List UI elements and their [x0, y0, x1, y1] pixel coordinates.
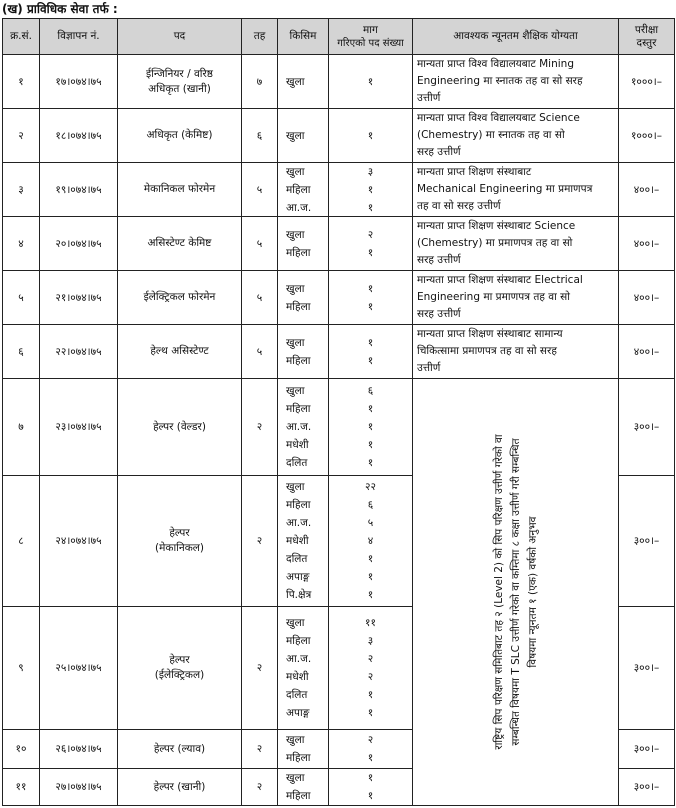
kisim-item: पि.क्षेत्र: [286, 589, 312, 601]
header-qualification: आवश्यक न्यूनतम शैक्षिक योग्यता: [413, 19, 619, 55]
table-row: [3, 325, 675, 379]
header-fee-line1: परीक्षा: [634, 23, 659, 36]
kisim-item: दलित: [286, 689, 308, 701]
demand-count: ५: [367, 517, 374, 529]
table-row: [3, 109, 675, 163]
demand-count: १: [367, 129, 374, 142]
kisim-cell: [278, 109, 329, 163]
sn-cell: ३: [3, 163, 40, 217]
demand-count: ११: [365, 617, 376, 629]
qualification-cell: [413, 325, 619, 379]
kisim-item: खुला: [286, 481, 305, 493]
ad-no-cell: १८।०७४।७५: [40, 109, 118, 163]
helper-qualification-cell: [413, 379, 619, 806]
demand-list: [329, 272, 412, 324]
kisim-list: [278, 272, 328, 324]
sn-cell: १०: [3, 730, 40, 769]
table-row: [3, 217, 675, 271]
demand-cell: [329, 55, 413, 109]
table-row: [3, 379, 675, 476]
header-post: पद: [118, 19, 242, 55]
post-cell: [118, 607, 242, 730]
kisim-item: खुला: [286, 385, 305, 397]
demand-count: ३: [367, 165, 374, 178]
kisim-cell: [278, 325, 329, 379]
demand-cell: [329, 379, 413, 476]
kisim-item: महिला: [286, 300, 311, 313]
demand-count: १: [367, 354, 374, 367]
post-line: हेल्पर (ल्याव): [153, 742, 206, 755]
demand-count: ४: [367, 535, 374, 547]
kisim-item: महिला: [286, 246, 311, 259]
demand-list: [329, 380, 412, 475]
post-cell: [118, 730, 242, 769]
demand-count: २: [367, 653, 374, 665]
kisim-item: मधेशी: [286, 671, 309, 683]
qualification-line: Mechanical Engineering मा प्रमाणपत्र: [417, 183, 593, 195]
ad-no-cell: २७।०७४।७५: [40, 769, 118, 806]
kisim-list: [278, 731, 328, 768]
qualification-line: मान्यता प्राप्त विश्व विद्यालयबाट Science: [417, 112, 580, 124]
fee-cell: ४००।–: [619, 271, 675, 325]
kisim-item: आ.ज.: [286, 201, 312, 214]
header-sn: क्र.सं.: [3, 19, 40, 55]
qualification-line: सरह उत्तीर्ण: [417, 146, 461, 158]
demand-count: ६: [367, 385, 374, 397]
post-cell: [118, 271, 242, 325]
fee-cell: ३००।–: [619, 607, 675, 730]
demand-count: १: [367, 589, 374, 601]
header-demand: [329, 19, 413, 55]
qualification-cell: [413, 55, 619, 109]
kisim-cell: [278, 217, 329, 271]
kisim-item: खुला: [286, 282, 305, 295]
demand-count: १: [367, 421, 374, 433]
demand-list: [329, 164, 412, 216]
post-line: हेल्थ असिस्टेण्ट: [150, 345, 209, 357]
post-line: हेल्पर (वेल्डर): [153, 420, 206, 433]
level-cell: २: [242, 379, 278, 476]
fee-cell: १०००।–: [619, 55, 675, 109]
kisim-list: [278, 477, 328, 606]
demand-count: २: [367, 228, 374, 241]
level-cell: ५: [242, 325, 278, 379]
level-cell: २: [242, 730, 278, 769]
table-row: [3, 163, 675, 217]
qualification-line: मान्यता प्राप्त शिक्षण संस्थाबाट: [417, 166, 532, 178]
qualification-line: उत्तीर्ण: [417, 362, 441, 374]
sn-cell: ६: [3, 325, 40, 379]
vacancy-table: [2, 18, 675, 806]
qualification-line: Engineering मा स्नातक तह वा सो सरह: [417, 75, 583, 87]
kisim-item: महिला: [286, 499, 311, 511]
demand-count: १: [367, 689, 374, 701]
demand-count: २: [367, 734, 374, 746]
demand-count: १: [367, 246, 374, 259]
demand-list: [329, 110, 412, 162]
ad-no-cell: १९।०७४।७५: [40, 163, 118, 217]
demand-cell: [329, 769, 413, 806]
demand-cell: [329, 476, 413, 607]
header-fee: [619, 19, 675, 55]
demand-count: १: [367, 752, 374, 764]
sn-cell: ५: [3, 271, 40, 325]
post-cell: [118, 217, 242, 271]
header-demand-line1: माग: [363, 23, 378, 36]
level-cell: ५: [242, 163, 278, 217]
helper-qualification-line: विषयमा न्यूनतम १ (एक) वर्षको अनुभव: [526, 516, 538, 668]
ad-no-cell: २४।०७४।७५: [40, 476, 118, 607]
kisim-item: महिला: [286, 354, 311, 367]
header-row: [3, 19, 675, 55]
helper-qualification-text: [480, 392, 552, 792]
qualification-line: सरह उत्तीर्ण: [417, 254, 461, 266]
demand-count: १: [367, 707, 374, 719]
kisim-cell: [278, 769, 329, 806]
demand-list: [329, 477, 412, 606]
kisim-list: [278, 608, 328, 729]
post-cell: [118, 769, 242, 806]
kisim-item: महिला: [286, 635, 311, 647]
qualification-line: मान्यता प्राप्त शिक्षण संस्थाबाट Science: [417, 220, 576, 232]
demand-cell: [329, 163, 413, 217]
post-line: मेकानिकल फोरमेन: [143, 183, 216, 195]
demand-cell: [329, 217, 413, 271]
qualification-line: उत्तीर्ण: [417, 92, 441, 104]
level-cell: २: [242, 769, 278, 806]
kisim-cell: [278, 379, 329, 476]
table-row: [3, 55, 675, 109]
kisim-item: खुला: [286, 129, 305, 142]
post-cell: [118, 109, 242, 163]
kisim-cell: [278, 476, 329, 607]
ad-no-cell: २५।०७४।७५: [40, 607, 118, 730]
demand-count: १: [367, 75, 374, 88]
demand-cell: [329, 271, 413, 325]
level-cell: २: [242, 607, 278, 730]
post-cell: [118, 55, 242, 109]
demand-cell: [329, 730, 413, 769]
ad-no-cell: २२।०७४।७५: [40, 325, 118, 379]
kisim-item: मधेशी: [286, 535, 309, 547]
sn-cell: ११: [3, 769, 40, 806]
qualification-line: मान्यता प्राप्त विश्व विद्यालयबाट Mining: [417, 58, 574, 70]
level-cell: ६: [242, 109, 278, 163]
helper-qualification-line: सम्बन्धित विषयमा T SLC उत्तीर्ण गरेको वा कम्तिमा ८ कक्षा उत्तीर्ण गरी सम्बन्धित: [509, 438, 521, 746]
post-line: हेल्पर: [169, 527, 190, 539]
demand-count: १: [367, 790, 374, 802]
post-line: ईलेक्ट्रिकल फोरमेन: [143, 291, 216, 303]
demand-list: [329, 56, 412, 108]
demand-count: २२: [365, 481, 376, 493]
demand-count: १: [367, 403, 374, 415]
kisim-item: आ.ज.: [286, 653, 312, 665]
post-line: असिस्टेण्ट केमिष्ट: [147, 237, 212, 249]
sn-cell: ७: [3, 379, 40, 476]
demand-list: [329, 731, 412, 768]
post-line: (मेकानिकल): [155, 542, 204, 554]
qualification-line: Engineering मा प्रमाणपत्र तह वा सो: [417, 291, 570, 303]
kisim-cell: [278, 607, 329, 730]
post-line: अधिकृत (केमिष्ट): [146, 129, 213, 141]
demand-count: १: [367, 183, 374, 196]
demand-count: ६: [367, 499, 374, 511]
post-line: ईन्जिनियर / वरिष्ठ: [146, 67, 213, 80]
qualification-line: सरह उत्तीर्ण: [417, 308, 461, 320]
post-line: अधिकृत (खानी): [148, 82, 211, 95]
demand-count: १: [367, 439, 374, 451]
level-cell: ५: [242, 217, 278, 271]
demand-count: २: [367, 671, 374, 683]
kisim-item: खुला: [286, 75, 305, 88]
ad-no-cell: २६।०७४।७५: [40, 730, 118, 769]
fee-cell: १०००।–: [619, 109, 675, 163]
kisim-item: आ.ज.: [286, 517, 312, 529]
demand-count: १: [367, 282, 374, 295]
post-cell: [118, 325, 242, 379]
kisim-item: महिला: [286, 403, 311, 415]
header-kisim: किसिम: [278, 19, 329, 55]
demand-count: १: [367, 336, 374, 349]
fee-cell: ४००।–: [619, 163, 675, 217]
qualification-cell: [413, 217, 619, 271]
demand-cell: [329, 325, 413, 379]
section-title: (ख) प्राविधिक सेवा तर्फ :: [2, 2, 118, 16]
fee-cell: ३००।–: [619, 379, 675, 476]
kisim-list: [278, 218, 328, 270]
demand-count: १: [367, 571, 374, 583]
demand-count: १: [367, 772, 374, 784]
helper-qualification-line: राष्ट्रिय सिप परिक्षण समितिबाट तह २ (Level 2) को सिप परिक्षण उत्तीर्ण गरेको वा: [492, 434, 504, 750]
kisim-item: महिला: [286, 183, 311, 196]
kisim-item: आ.ज.: [286, 421, 312, 433]
header-level: तह: [242, 19, 278, 55]
kisim-list: [278, 110, 328, 162]
demand-list: [329, 329, 412, 374]
post-cell: [118, 476, 242, 607]
kisim-list: [278, 329, 328, 374]
post-line: हेल्पर: [169, 654, 190, 666]
sn-cell: १: [3, 55, 40, 109]
kisim-item: महिला: [286, 752, 311, 764]
qualification-cell: [413, 271, 619, 325]
demand-list: [329, 770, 412, 805]
qualification-line: तह वा सो सरह उत्तीर्ण: [417, 200, 501, 212]
sn-cell: ४: [3, 217, 40, 271]
fee-cell: ३००।–: [619, 476, 675, 607]
fee-cell: ३००।–: [619, 730, 675, 769]
kisim-cell: [278, 730, 329, 769]
ad-no-cell: २१।०७४।७५: [40, 271, 118, 325]
qualification-line: मान्यता प्राप्त शिक्षण संस्थाबाट सामान्य: [417, 328, 563, 340]
kisim-item: खुला: [286, 228, 305, 241]
kisim-list: [278, 770, 328, 805]
kisim-cell: [278, 271, 329, 325]
fee-cell: ४००।–: [619, 217, 675, 271]
kisim-item: खुला: [286, 734, 305, 746]
kisim-item: खुला: [286, 165, 305, 178]
header-fee-line2: दस्तुर: [636, 36, 657, 49]
kisim-list: [278, 56, 328, 108]
ad-no-cell: २३।०७४।७५: [40, 379, 118, 476]
sn-cell: ९: [3, 607, 40, 730]
table-row: [3, 271, 675, 325]
kisim-list: [278, 380, 328, 475]
header-ad-no: विज्ञापन नं.: [40, 19, 118, 55]
kisim-item: खुला: [286, 617, 305, 629]
qualification-cell: [413, 109, 619, 163]
kisim-item: अपाङ्ग: [286, 707, 310, 719]
fee-cell: ३००।–: [619, 769, 675, 806]
kisim-item: दलित: [286, 457, 308, 469]
demand-cell: [329, 607, 413, 730]
kisim-item: मधेशी: [286, 439, 309, 451]
demand-cell: [329, 109, 413, 163]
post-cell: [118, 163, 242, 217]
sn-cell: २: [3, 109, 40, 163]
kisim-cell: [278, 55, 329, 109]
kisim-list: [278, 164, 328, 216]
fee-cell: ४००।–: [619, 325, 675, 379]
qualification-cell: [413, 163, 619, 217]
demand-count: ३: [367, 635, 374, 647]
qualification-line: मान्यता प्राप्त शिक्षण संस्थाबाट Electrical: [417, 274, 583, 286]
kisim-item: अपाङ्ग: [286, 571, 310, 583]
header-demand-line2: गरिएको पद संख्या: [337, 37, 404, 49]
demand-count: १: [367, 553, 374, 565]
demand-list: [329, 218, 412, 270]
qualification-line: (Chemestry) मा स्नातक तह वा सो: [417, 129, 565, 141]
kisim-item: खुला: [286, 336, 305, 349]
qualification-line: चिकित्सामा प्रमाणपत्र तह वा सो सरह: [417, 345, 557, 357]
level-cell: ५: [242, 271, 278, 325]
demand-count: १: [367, 457, 374, 469]
sn-cell: ८: [3, 476, 40, 607]
demand-list: [329, 608, 412, 729]
kisim-cell: [278, 163, 329, 217]
level-cell: २: [242, 476, 278, 607]
kisim-item: दलित: [286, 553, 308, 565]
level-cell: ७: [242, 55, 278, 109]
kisim-item: खुला: [286, 772, 305, 784]
qualification-line: (Chemestry) मा प्रमाणपत्र तह वा सो: [417, 237, 573, 249]
ad-no-cell: १७।०७४।७५: [40, 55, 118, 109]
demand-count: १: [367, 300, 374, 313]
ad-no-cell: २०।०७४।७५: [40, 217, 118, 271]
post-line: हेल्पर (खानी): [153, 780, 206, 793]
demand-count: १: [367, 201, 374, 214]
post-line: (ईलेक्ट्रिकल): [154, 669, 205, 681]
post-cell: [118, 379, 242, 476]
kisim-item: महिला: [286, 790, 311, 802]
